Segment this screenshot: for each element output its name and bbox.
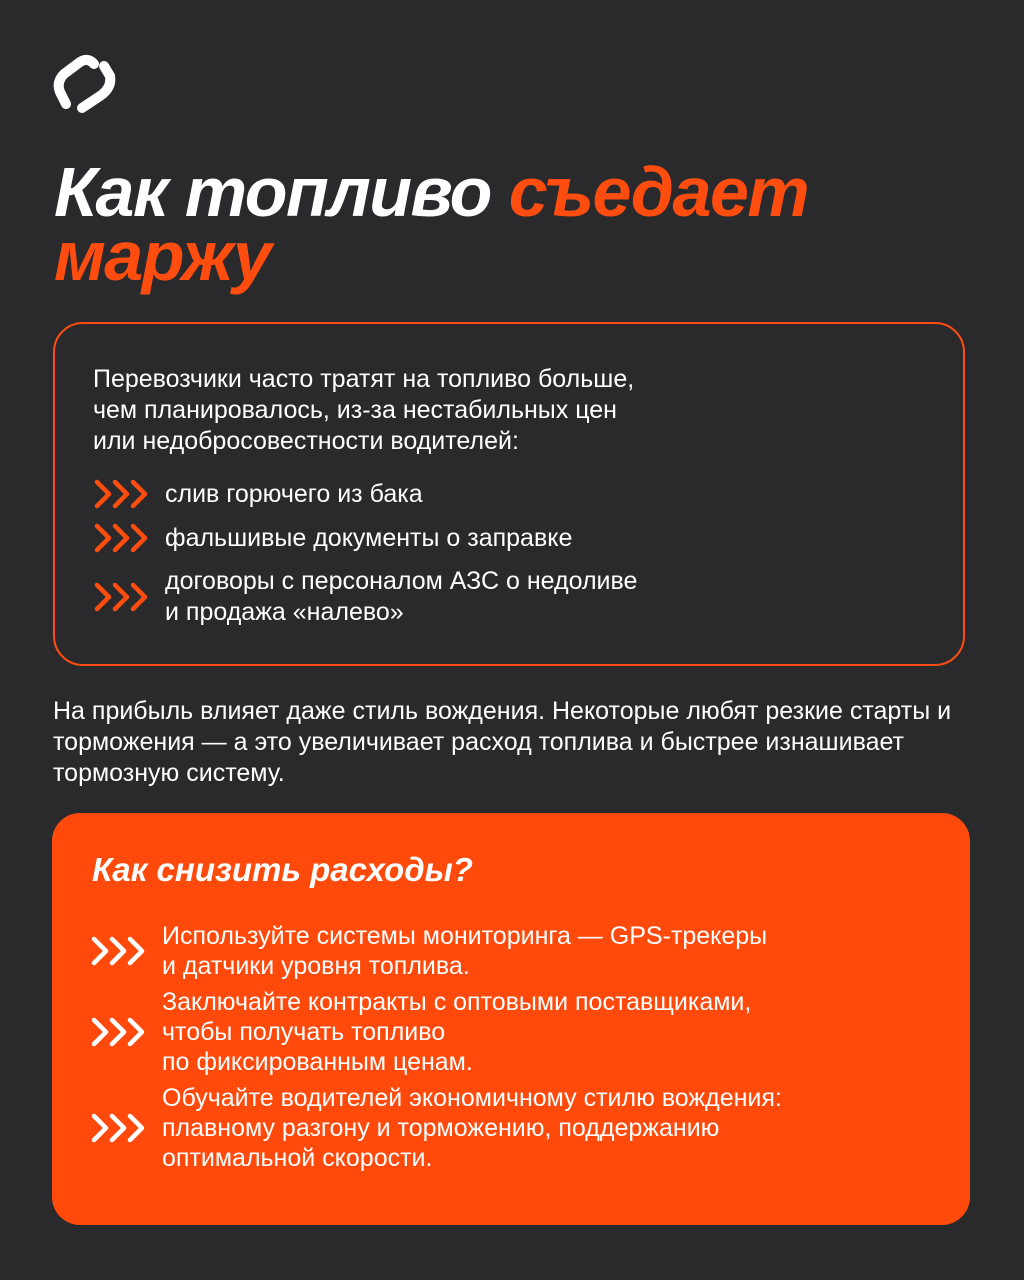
list-item xyxy=(93,566,933,628)
problem-list xyxy=(93,478,933,640)
list-item-text: Заключайте контракты с оптовыми поставщиками, чтобы получать топливо по фиксированным ценам. xyxy=(162,988,752,1076)
triple-chevron-icon xyxy=(93,478,151,510)
tips-list xyxy=(90,921,940,1179)
title-accent: съедает маржу xyxy=(54,153,809,295)
title-main: Как топливо xyxy=(54,153,491,231)
list-item-text: Используйте системы мониторинга — GPS-трекеры и датчики уровня топлива. xyxy=(162,922,768,980)
list-item-text: договоры с персоналом АЗС о недоливе и продажа «налево» xyxy=(165,567,638,626)
problem-box xyxy=(53,322,965,666)
list-item xyxy=(90,1083,940,1173)
page-title xyxy=(54,153,974,295)
list-item-text: слив горючего из бака xyxy=(165,479,423,508)
triple-chevron-icon xyxy=(90,935,148,967)
list-item xyxy=(90,921,940,981)
tips-title: Как снизить расходы? xyxy=(92,851,473,888)
brand-logo-icon xyxy=(52,52,122,118)
driving-style-paragraph: На прибыль влияет даже стиль вождения. Некоторые любят резкие старты и торможения — а это увеличивает расход топлива и быстрее изнашивает тормозную систему. xyxy=(53,697,952,787)
list-item-text: Обучайте водителей экономичному стилю вождения: плавному разгону и торможению, поддержанию оптимальной скорости. xyxy=(162,1084,782,1172)
triple-chevron-icon xyxy=(93,581,151,613)
triple-chevron-icon xyxy=(93,522,151,554)
list-item xyxy=(93,478,933,510)
list-item xyxy=(90,987,940,1077)
triple-chevron-icon xyxy=(90,1016,148,1048)
list-item xyxy=(93,522,933,554)
problem-intro: Перевозчики часто тратят на топливо больше, чем планировалось, из-за нестабильных цен или недобросовестности водителей: xyxy=(93,365,635,455)
tips-box xyxy=(52,813,970,1225)
list-item-text: фальшивые документы о заправке xyxy=(165,523,573,552)
triple-chevron-icon xyxy=(90,1112,148,1144)
